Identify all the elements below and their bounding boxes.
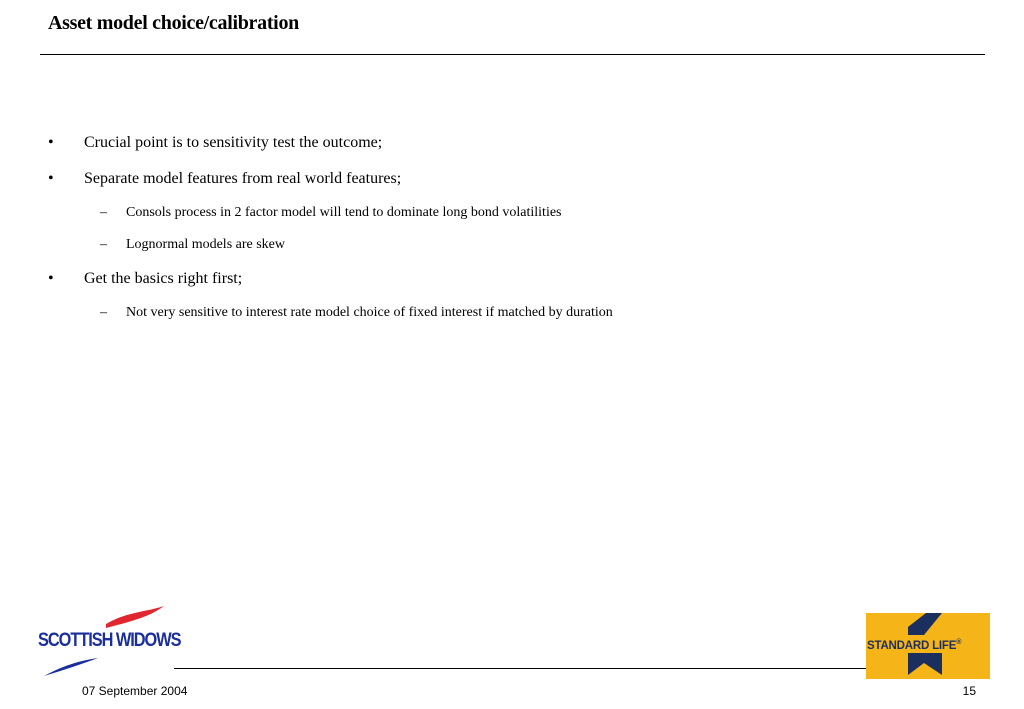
sub-bullet-marker: – [100,305,107,320]
sub-bullet-marker: – [100,205,107,220]
bullet-marker: • [48,170,54,187]
footer-divider [174,668,866,669]
bullet-text: Get the basics right first; [84,270,243,287]
page-number: 15 [962,684,976,698]
scottish-widows-logo-text: SCOTTISH WIDOWS [38,630,181,651]
bullet-marker: • [48,270,54,287]
footer-date: 07 September 2004 [82,684,188,698]
sub-bullet-text: Not very sensitive to interest rate model choice of fixed interest if matched by duration [126,305,613,320]
sub-bullet-marker: – [100,237,107,252]
title-divider [40,54,985,55]
sub-bullet-text: Consols process in 2 factor model will tend to dominate long bond volatilities [126,205,562,220]
scottish-widows-logo [36,606,181,680]
bullet-marker: • [48,134,54,151]
slide-title: Asset model choice/calibration [48,12,299,34]
standard-life-logo-text: STANDARD LIFE® [867,639,962,652]
bullet-text: Crucial point is to sensitivity test the outcome; [84,134,383,151]
bullet-text: Separate model features from real world features; [84,170,402,187]
standard-life-logo [866,613,990,679]
sub-bullet-text: Lognormal models are skew [126,237,286,252]
